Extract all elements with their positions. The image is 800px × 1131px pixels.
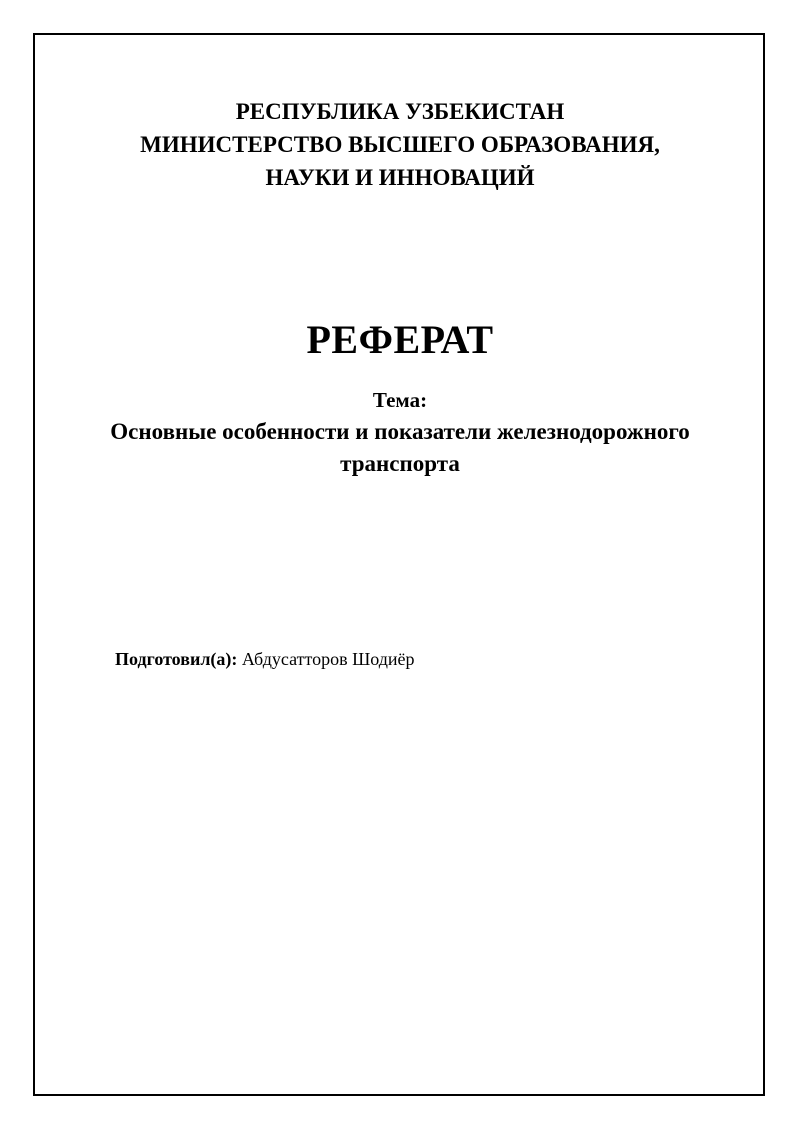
header-block — [0, 95, 800, 194]
prepared-by — [115, 647, 415, 671]
header-country: РЕСПУБЛИКА УЗБЕКИСТАН — [235, 99, 565, 124]
author-name: Абдусатторов Шодиёр — [241, 649, 415, 669]
document-title: РЕФЕРАТ — [306, 317, 494, 362]
header-ministry-continued: НАУКИ И ИННОВАЦИЙ — [265, 165, 535, 190]
prepared-by-label: Подготовил(а): — [115, 649, 238, 669]
topic-text: Основные особенности и показатели железнодорожного транспорта — [110, 419, 690, 476]
header-ministry: МИНИСТЕРСТВО ВЫСШЕГО ОБРАЗОВАНИЯ, — [140, 132, 660, 157]
topic-label: Тема: — [372, 388, 428, 412]
